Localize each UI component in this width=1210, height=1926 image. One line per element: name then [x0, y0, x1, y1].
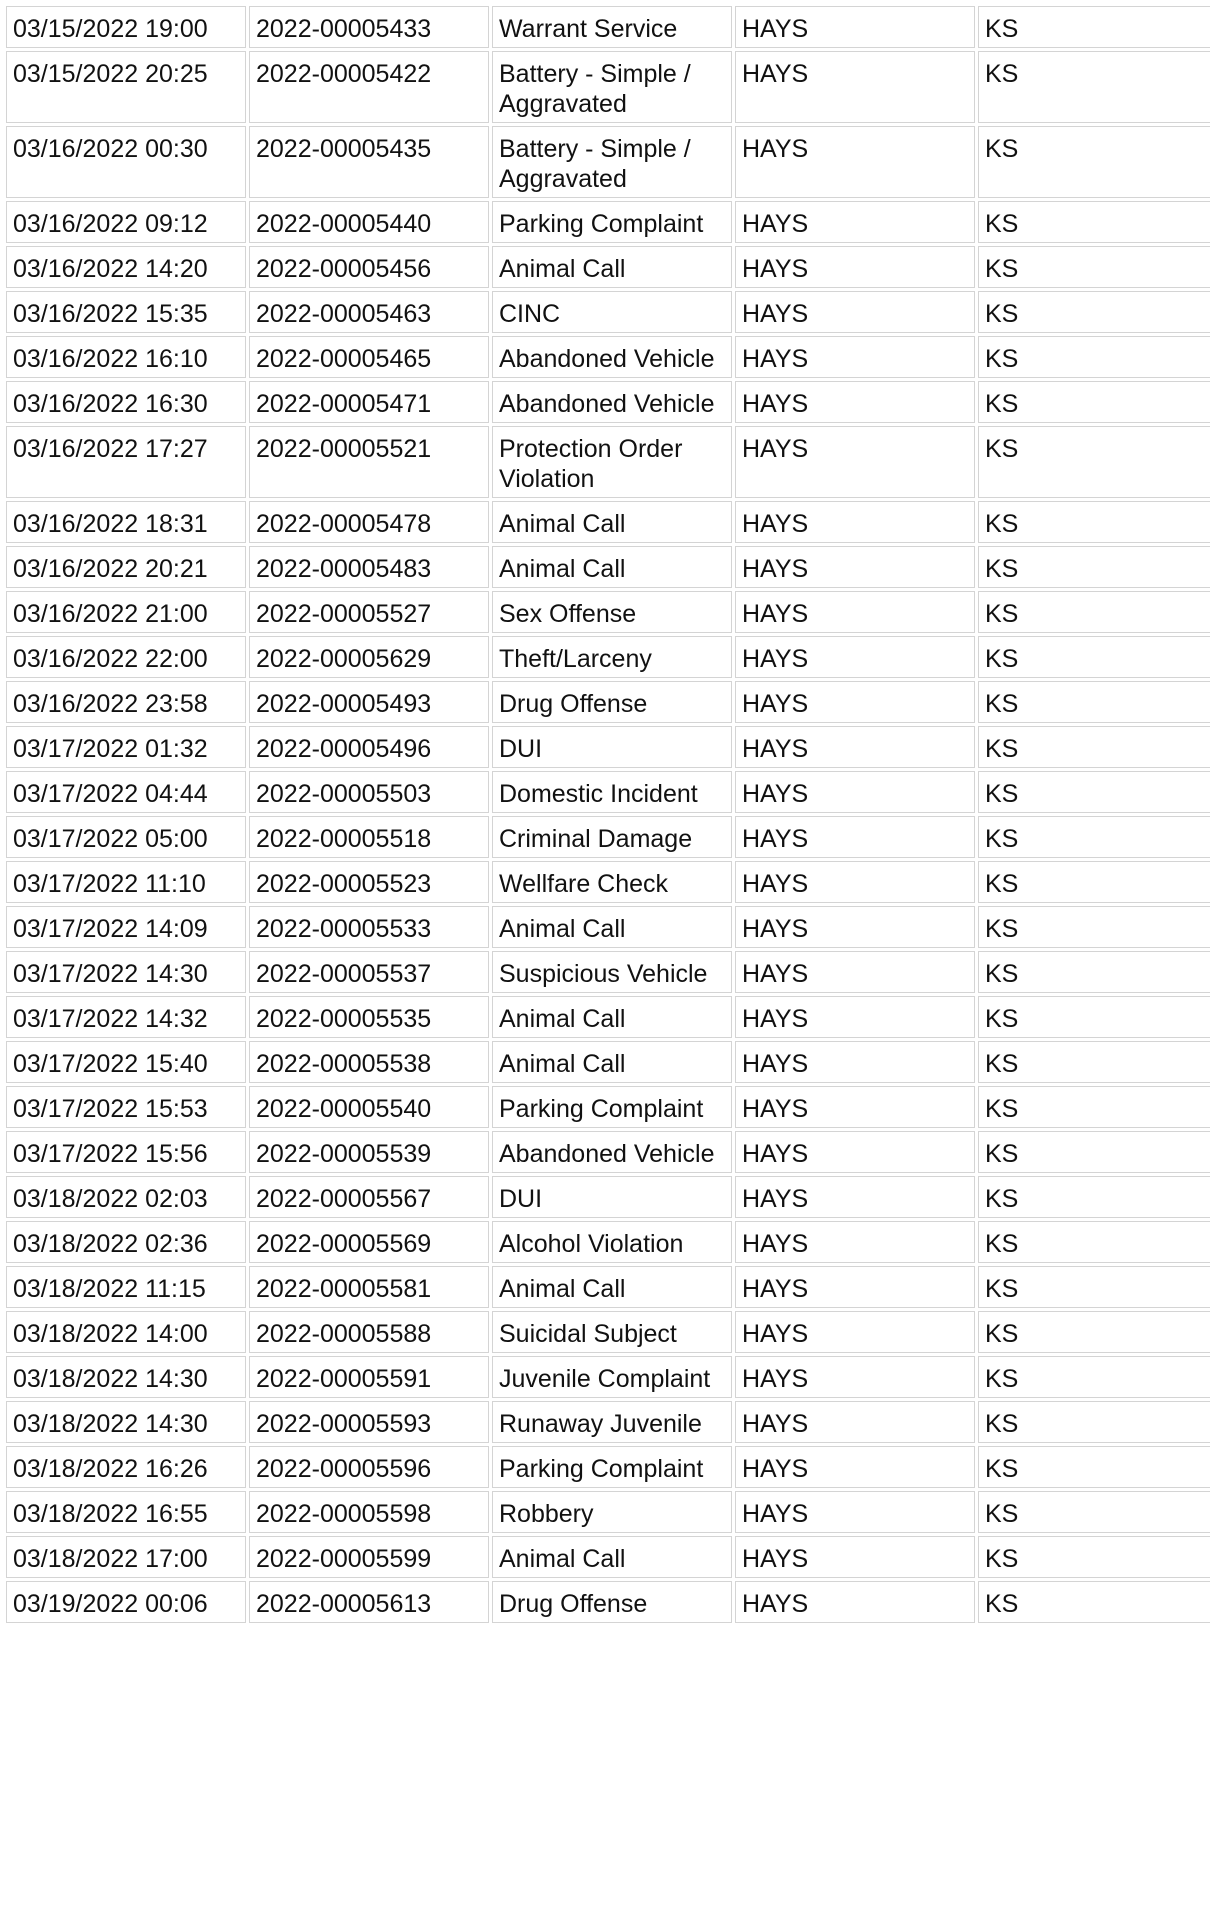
case-number-cell: 2022-00005537: [249, 951, 489, 993]
state-cell: KS: [978, 1401, 1210, 1443]
state-cell: KS: [978, 1536, 1210, 1578]
date-time-cell: 03/16/2022 00:30: [6, 126, 246, 198]
state-cell: KS: [978, 1581, 1210, 1623]
city-cell: HAYS: [735, 1041, 975, 1083]
case-number-cell: 2022-00005527: [249, 591, 489, 633]
table-row: [6, 201, 1210, 243]
offense-cell: Animal Call: [492, 996, 732, 1038]
case-number-cell: 2022-00005533: [249, 906, 489, 948]
date-time-cell: 03/17/2022 14:32: [6, 996, 246, 1038]
city-cell: HAYS: [735, 501, 975, 543]
table-row: [6, 951, 1210, 993]
date-time-cell: 03/18/2022 14:30: [6, 1356, 246, 1398]
case-number-cell: 2022-00005521: [249, 426, 489, 498]
state-cell: KS: [978, 771, 1210, 813]
offense-cell: Runaway Juvenile: [492, 1401, 732, 1443]
state-cell: KS: [978, 1041, 1210, 1083]
state-cell: KS: [978, 1176, 1210, 1218]
state-cell: KS: [978, 1356, 1210, 1398]
table-row: [6, 681, 1210, 723]
table-row: [6, 51, 1210, 123]
date-time-cell: 03/17/2022 05:00: [6, 816, 246, 858]
incident-log-table: [3, 3, 1210, 1626]
table-row: [6, 1311, 1210, 1353]
case-number-cell: 2022-00005540: [249, 1086, 489, 1128]
table-row: [6, 246, 1210, 288]
table-row: [6, 1401, 1210, 1443]
table-row: [6, 1086, 1210, 1128]
case-number-cell: 2022-00005478: [249, 501, 489, 543]
date-time-cell: 03/16/2022 16:10: [6, 336, 246, 378]
city-cell: HAYS: [735, 546, 975, 588]
city-cell: HAYS: [735, 906, 975, 948]
city-cell: HAYS: [735, 771, 975, 813]
offense-cell: CINC: [492, 291, 732, 333]
date-time-cell: 03/16/2022 09:12: [6, 201, 246, 243]
city-cell: HAYS: [735, 126, 975, 198]
state-cell: KS: [978, 1131, 1210, 1173]
date-time-cell: 03/18/2022 11:15: [6, 1266, 246, 1308]
offense-cell: Abandoned Vehicle: [492, 381, 732, 423]
table-row: [6, 1491, 1210, 1533]
table-row: [6, 546, 1210, 588]
date-time-cell: 03/17/2022 15:56: [6, 1131, 246, 1173]
date-time-cell: 03/16/2022 14:20: [6, 246, 246, 288]
date-time-cell: 03/17/2022 15:40: [6, 1041, 246, 1083]
city-cell: HAYS: [735, 1221, 975, 1263]
state-cell: KS: [978, 951, 1210, 993]
table-row: [6, 501, 1210, 543]
date-time-cell: 03/16/2022 21:00: [6, 591, 246, 633]
case-number-cell: 2022-00005598: [249, 1491, 489, 1533]
state-cell: KS: [978, 336, 1210, 378]
date-time-cell: 03/15/2022 20:25: [6, 51, 246, 123]
case-number-cell: 2022-00005535: [249, 996, 489, 1038]
state-cell: KS: [978, 201, 1210, 243]
table-row: [6, 1176, 1210, 1218]
city-cell: HAYS: [735, 381, 975, 423]
table-row: [6, 1221, 1210, 1263]
state-cell: KS: [978, 1491, 1210, 1533]
state-cell: KS: [978, 681, 1210, 723]
offense-cell: Parking Complaint: [492, 1446, 732, 1488]
state-cell: KS: [978, 291, 1210, 333]
table-row: [6, 726, 1210, 768]
case-number-cell: 2022-00005496: [249, 726, 489, 768]
offense-cell: Domestic Incident: [492, 771, 732, 813]
offense-cell: Abandoned Vehicle: [492, 336, 732, 378]
city-cell: HAYS: [735, 636, 975, 678]
city-cell: HAYS: [735, 1311, 975, 1353]
state-cell: KS: [978, 1446, 1210, 1488]
case-number-cell: 2022-00005463: [249, 291, 489, 333]
state-cell: KS: [978, 996, 1210, 1038]
city-cell: HAYS: [735, 996, 975, 1038]
offense-cell: Drug Offense: [492, 1581, 732, 1623]
state-cell: KS: [978, 126, 1210, 198]
state-cell: KS: [978, 6, 1210, 48]
case-number-cell: 2022-00005581: [249, 1266, 489, 1308]
offense-cell: Juvenile Complaint: [492, 1356, 732, 1398]
table-row: [6, 381, 1210, 423]
case-number-cell: 2022-00005596: [249, 1446, 489, 1488]
date-time-cell: 03/18/2022 14:00: [6, 1311, 246, 1353]
date-time-cell: 03/17/2022 01:32: [6, 726, 246, 768]
city-cell: HAYS: [735, 201, 975, 243]
offense-cell: Theft/Larceny: [492, 636, 732, 678]
case-number-cell: 2022-00005456: [249, 246, 489, 288]
state-cell: KS: [978, 1086, 1210, 1128]
table-row: [6, 816, 1210, 858]
case-number-cell: 2022-00005433: [249, 6, 489, 48]
offense-cell: Parking Complaint: [492, 1086, 732, 1128]
table-row: [6, 636, 1210, 678]
table-row: [6, 426, 1210, 498]
city-cell: HAYS: [735, 6, 975, 48]
date-time-cell: 03/18/2022 16:26: [6, 1446, 246, 1488]
table-row: [6, 291, 1210, 333]
table-row: [6, 906, 1210, 948]
offense-cell: DUI: [492, 726, 732, 768]
state-cell: KS: [978, 501, 1210, 543]
offense-cell: Animal Call: [492, 501, 732, 543]
city-cell: HAYS: [735, 726, 975, 768]
offense-cell: Animal Call: [492, 546, 732, 588]
case-number-cell: 2022-00005593: [249, 1401, 489, 1443]
table-row: [6, 1131, 1210, 1173]
state-cell: KS: [978, 246, 1210, 288]
date-time-cell: 03/18/2022 17:00: [6, 1536, 246, 1578]
offense-cell: Sex Offense: [492, 591, 732, 633]
offense-cell: Animal Call: [492, 906, 732, 948]
table-row: [6, 861, 1210, 903]
offense-cell: Animal Call: [492, 1041, 732, 1083]
table-row: [6, 336, 1210, 378]
city-cell: HAYS: [735, 951, 975, 993]
table-row: [6, 6, 1210, 48]
case-number-cell: 2022-00005523: [249, 861, 489, 903]
state-cell: KS: [978, 426, 1210, 498]
date-time-cell: 03/16/2022 17:27: [6, 426, 246, 498]
case-number-cell: 2022-00005567: [249, 1176, 489, 1218]
state-cell: KS: [978, 726, 1210, 768]
state-cell: KS: [978, 1266, 1210, 1308]
date-time-cell: 03/17/2022 15:53: [6, 1086, 246, 1128]
state-cell: KS: [978, 816, 1210, 858]
city-cell: HAYS: [735, 1581, 975, 1623]
state-cell: KS: [978, 636, 1210, 678]
city-cell: HAYS: [735, 1131, 975, 1173]
city-cell: HAYS: [735, 1086, 975, 1128]
date-time-cell: 03/16/2022 20:21: [6, 546, 246, 588]
case-number-cell: 2022-00005518: [249, 816, 489, 858]
case-number-cell: 2022-00005569: [249, 1221, 489, 1263]
state-cell: KS: [978, 546, 1210, 588]
table-row: [6, 1446, 1210, 1488]
table-row: [6, 1266, 1210, 1308]
offense-cell: Drug Offense: [492, 681, 732, 723]
date-time-cell: 03/17/2022 14:09: [6, 906, 246, 948]
case-number-cell: 2022-00005483: [249, 546, 489, 588]
city-cell: HAYS: [735, 1446, 975, 1488]
case-number-cell: 2022-00005440: [249, 201, 489, 243]
date-time-cell: 03/16/2022 23:58: [6, 681, 246, 723]
incident-log-body: [6, 6, 1210, 1623]
state-cell: KS: [978, 381, 1210, 423]
offense-cell: Robbery: [492, 1491, 732, 1533]
offense-cell: Criminal Damage: [492, 816, 732, 858]
city-cell: HAYS: [735, 591, 975, 633]
date-time-cell: 03/16/2022 15:35: [6, 291, 246, 333]
date-time-cell: 03/17/2022 14:30: [6, 951, 246, 993]
case-number-cell: 2022-00005503: [249, 771, 489, 813]
city-cell: HAYS: [735, 51, 975, 123]
date-time-cell: 03/16/2022 16:30: [6, 381, 246, 423]
date-time-cell: 03/15/2022 19:00: [6, 6, 246, 48]
offense-cell: Warrant Service: [492, 6, 732, 48]
case-number-cell: 2022-00005471: [249, 381, 489, 423]
city-cell: HAYS: [735, 1176, 975, 1218]
offense-cell: Suicidal Subject: [492, 1311, 732, 1353]
date-time-cell: 03/18/2022 14:30: [6, 1401, 246, 1443]
city-cell: HAYS: [735, 1266, 975, 1308]
state-cell: KS: [978, 1221, 1210, 1263]
city-cell: HAYS: [735, 681, 975, 723]
offense-cell: Battery - Simple / Aggravated: [492, 51, 732, 123]
table-row: [6, 126, 1210, 198]
offense-cell: Abandoned Vehicle: [492, 1131, 732, 1173]
case-number-cell: 2022-00005539: [249, 1131, 489, 1173]
table-row: [6, 1041, 1210, 1083]
offense-cell: DUI: [492, 1176, 732, 1218]
offense-cell: Battery - Simple / Aggravated: [492, 126, 732, 198]
table-row: [6, 771, 1210, 813]
offense-cell: Animal Call: [492, 1536, 732, 1578]
city-cell: HAYS: [735, 816, 975, 858]
offense-cell: Wellfare Check: [492, 861, 732, 903]
city-cell: HAYS: [735, 336, 975, 378]
case-number-cell: 2022-00005588: [249, 1311, 489, 1353]
date-time-cell: 03/16/2022 22:00: [6, 636, 246, 678]
state-cell: KS: [978, 906, 1210, 948]
offense-cell: Protection Order Violation: [492, 426, 732, 498]
table-row: [6, 1581, 1210, 1623]
city-cell: HAYS: [735, 1536, 975, 1578]
state-cell: KS: [978, 51, 1210, 123]
city-cell: HAYS: [735, 1356, 975, 1398]
table-row: [6, 1536, 1210, 1578]
city-cell: HAYS: [735, 861, 975, 903]
date-time-cell: 03/17/2022 11:10: [6, 861, 246, 903]
date-time-cell: 03/18/2022 16:55: [6, 1491, 246, 1533]
state-cell: KS: [978, 861, 1210, 903]
case-number-cell: 2022-00005422: [249, 51, 489, 123]
case-number-cell: 2022-00005599: [249, 1536, 489, 1578]
offense-cell: Animal Call: [492, 246, 732, 288]
date-time-cell: 03/19/2022 00:06: [6, 1581, 246, 1623]
case-number-cell: 2022-00005493: [249, 681, 489, 723]
city-cell: HAYS: [735, 291, 975, 333]
table-row: [6, 996, 1210, 1038]
city-cell: HAYS: [735, 426, 975, 498]
case-number-cell: 2022-00005465: [249, 336, 489, 378]
date-time-cell: 03/17/2022 04:44: [6, 771, 246, 813]
offense-cell: Suspicious Vehicle: [492, 951, 732, 993]
state-cell: KS: [978, 1311, 1210, 1353]
state-cell: KS: [978, 591, 1210, 633]
case-number-cell: 2022-00005613: [249, 1581, 489, 1623]
date-time-cell: 03/18/2022 02:36: [6, 1221, 246, 1263]
date-time-cell: 03/18/2022 02:03: [6, 1176, 246, 1218]
case-number-cell: 2022-00005435: [249, 126, 489, 198]
case-number-cell: 2022-00005591: [249, 1356, 489, 1398]
city-cell: HAYS: [735, 1491, 975, 1533]
table-row: [6, 591, 1210, 633]
offense-cell: Alcohol Violation: [492, 1221, 732, 1263]
city-cell: HAYS: [735, 246, 975, 288]
case-number-cell: 2022-00005538: [249, 1041, 489, 1083]
offense-cell: Parking Complaint: [492, 201, 732, 243]
offense-cell: Animal Call: [492, 1266, 732, 1308]
table-row: [6, 1356, 1210, 1398]
case-number-cell: 2022-00005629: [249, 636, 489, 678]
date-time-cell: 03/16/2022 18:31: [6, 501, 246, 543]
city-cell: HAYS: [735, 1401, 975, 1443]
